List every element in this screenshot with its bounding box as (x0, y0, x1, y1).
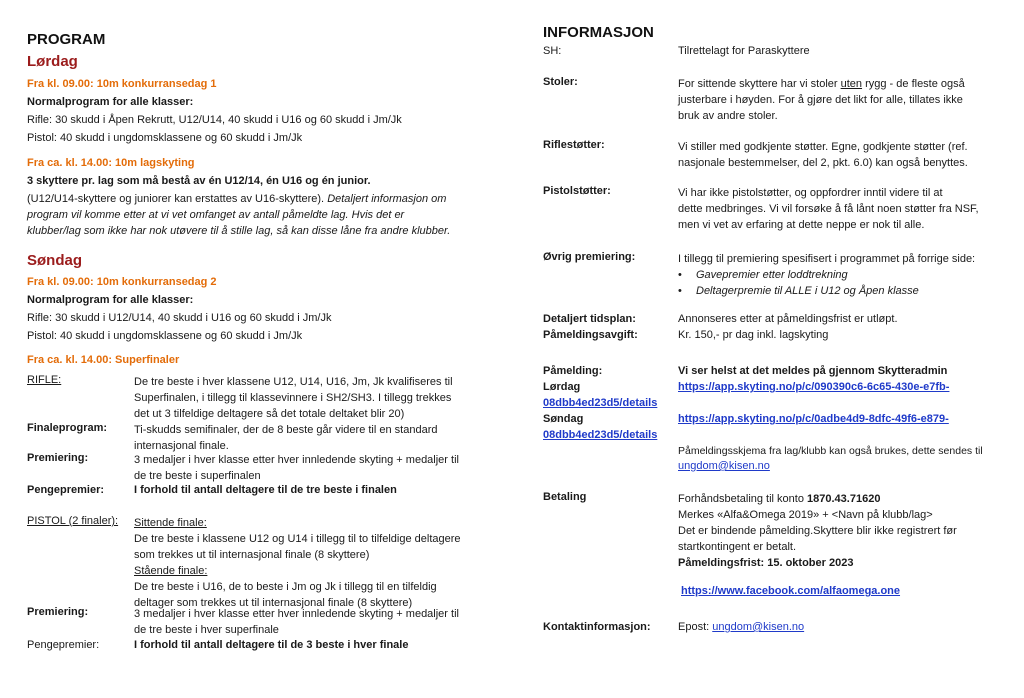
sondag-label: Søndag (543, 413, 584, 425)
sh-label: SH: (543, 45, 562, 57)
saturday-heading: Lørdag (27, 53, 78, 70)
standing-final-line: deltager som trekkes ut til internasjonal finale (8 skyttere) (134, 597, 413, 609)
kontakt-label: Kontaktinformasjon: (543, 621, 651, 633)
premiering2-line: 3 medaljer i hver klasse etter hver innledende skyting + medaljer til (134, 608, 459, 620)
stoler-line: justerbare i høyden. For å gjøre det likt for alle, tillates ikke (678, 94, 963, 106)
pistolstotter-line: Vi har ikke pistolstøtter, og oppfordrer inntil videre til at (678, 187, 943, 199)
info-title: INFORMASJON (543, 24, 654, 41)
tidsplan-label: Detaljert tidsplan: (543, 313, 636, 325)
ovrig-premiering-intro: I tillegg til premiering spesifisert i programmet på forrige side: (678, 253, 976, 265)
rifle-final-line: De tre beste i hver klassene U12, U14, U16, Jm, Jk kvalifiseres til (134, 376, 453, 388)
premiering2-line: de tre beste i hver superfinale (134, 624, 279, 636)
finaleprogram-label: Finaleprogram: (27, 422, 108, 434)
saturday-slot2-line2: program vil komme etter at vi vet omfanget av antall påmeldte lag. Hvis det er (27, 209, 405, 221)
sitting-final-line: De tre beste i klassene U12 og U14 i tillegg til to tilfeldige deltagere (134, 533, 461, 545)
saturday-pistol-text: Pistol: 40 skudd i ungdomsklassene og 60 skudd i Jm/Jk (27, 132, 303, 144)
facebook-link[interactable]: https://www.facebook.com/alfaomega.one (681, 585, 901, 597)
sunday-heading: Søndag (27, 252, 82, 269)
betaling-label: Betaling (543, 491, 587, 503)
pengepremier-label: Pengepremier: (27, 484, 105, 496)
riflestotter-line: nasjonale bestemmelser, del 2, pkt. 6.0) kan også benyttes. (678, 157, 968, 169)
ovrig-bullet-text: Deltagerpremie til ALLE i U12 og Åpen klasse (696, 285, 919, 297)
finaleprogram-text (134, 422, 437, 454)
saturday-slot2-time: Fra ca. kl. 14.00: 10m lagskyting (27, 157, 195, 169)
saturday-slot2-line1 (27, 193, 446, 205)
stoler-line-uten: uten (840, 78, 863, 90)
program-title: PROGRAM (27, 31, 106, 48)
riflestotter-text (678, 139, 968, 171)
ovrig-bullet-item (678, 283, 975, 299)
sondag-registration-link-cont[interactable]: 08dbb4ed23d5/details (543, 429, 658, 441)
betaling-line: Merkes «Alfa&Omega 2019» + <Navn på klubb/lag> (678, 509, 933, 521)
sunday-rifle-text: Rifle: 30 skudd i U12/U14, 40 skudd i U16 og 60 skudd i Jm/Jk (27, 312, 332, 324)
sunday-slot2-time: Fra ca. kl. 14.00: Superfinaler (27, 354, 180, 366)
skjema-email-link[interactable]: ungdom@kisen.no (678, 460, 770, 472)
pistolstotter-label: Pistolstøtter: (543, 185, 611, 197)
pamelding-frist: Påmeldingsfrist: 15. oktober 2023 (678, 557, 854, 569)
tidsplan-text: Annonseres etter at påmeldingsfrist er utløpt. (678, 313, 898, 325)
riflestotter-label: Riflestøtter: (543, 139, 605, 151)
rifle-final-text (134, 374, 453, 422)
sitting-final-line: som trekkes ut til internasjonal finale (8 skyttere) (134, 549, 370, 561)
betaling-line (678, 491, 957, 507)
premiering-line: 3 medaljer i hver klasse etter hver innledende skyting + medaljer til (134, 454, 459, 466)
kontakt-email-link[interactable]: ungdom@kisen.no (712, 621, 805, 633)
pistolstotter-text (678, 185, 979, 233)
betaling-account: 1870.43.71620 (807, 493, 881, 505)
avgift-label: Påmeldingsavgift: (543, 329, 638, 341)
pistol-final-label: PISTOL (2 finaler): (27, 515, 119, 527)
sondag-registration-link[interactable]: https://app.skyting.no/p/c/0adbe4d9-8dfc-49f6-e879- (678, 413, 949, 425)
saturday-slot2-line3: klubber/lag som ikke har nok utøvere til å stille lag, så kan disse låne fra andre klubber. (27, 225, 451, 237)
pengepremier2-label: Pengepremier: (27, 639, 100, 651)
finaleprogram-line: internasjonal finale. (134, 440, 229, 452)
pamelding-label: Påmelding: (543, 365, 603, 377)
pistol-final-text (134, 515, 461, 611)
betaling-line: Det er bindende påmelding.Skyttere blir ikke registrert før (678, 525, 957, 537)
ovrig-bullet-text: Gavepremier etter loddtrekning (696, 269, 848, 281)
bullet-icon: • (678, 285, 682, 297)
premiering2-label: Premiering: (27, 606, 89, 618)
standing-final-line: De tre beste i U16, de to beste i Jm og Jk i tillegg til en tilfeldig (134, 581, 437, 593)
ovrig-bullet-item (678, 267, 975, 283)
betaling-text (678, 491, 957, 571)
saturday-slot1-time: Fra kl. 09.00: 10m konkurransedag 1 (27, 78, 217, 90)
premiering2-text (134, 606, 459, 638)
rifle-final-line: Superfinalen, i tillegg til klassevinnere i SH2/SH3. I tillegg trekkes (134, 392, 452, 404)
premiering-label: Premiering: (27, 452, 89, 464)
saturday-slot2-heading: 3 skyttere pr. lag som må bestå av én U12/14, én U16 og én junior. (27, 175, 371, 187)
ovrig-premiering-text (678, 251, 975, 299)
sunday-slot1-time: Fra kl. 09.00: 10m konkurransedag 2 (27, 276, 217, 288)
bullet-icon: • (678, 269, 682, 281)
pamelding-heading: Vi ser helst at det meldes på gjennom Skytteradmin (678, 365, 948, 377)
avgift-text: Kr. 150,- pr dag inkl. lagskyting (678, 329, 829, 341)
stoler-line (678, 76, 965, 92)
premiering-line: de tre beste i superfinalen (134, 470, 261, 482)
riflestotter-line: Vi stiller med godkjente støtter. Egne, godkjente støtter (ref. (678, 141, 968, 153)
saturday-slot1-heading: Normalprogram for alle klasser: (27, 96, 194, 108)
sitting-final-heading: Sittende finale: (134, 517, 207, 529)
kontakt-prefix: Epost: (678, 621, 713, 633)
kontakt-text (678, 621, 804, 633)
rifle-final-label: RIFLE: (27, 374, 62, 386)
lordag-registration-link-cont[interactable]: 08dbb4ed23d5/details (543, 397, 658, 409)
lordag-registration-link[interactable]: https://app.skyting.no/p/c/090390c6-6c65-430e-e7fb- (678, 381, 950, 393)
betaling-line-a: Forhåndsbetaling til konto (678, 493, 808, 505)
saturday-rifle-text: Rifle: 30 skudd i Åpen Rekrutt, U12/U14, 40 skudd i U16 og 60 skudd i Jm/Jk (27, 114, 402, 126)
sunday-slot1-heading: Normalprogram for alle klasser: (27, 294, 194, 306)
pistolstotter-line: dette medbringes. Vi vil forsøke å få lånt noen støtter fra NSF, (678, 203, 979, 215)
rifle-final-line: det ut 3 tilfeldige deltagere så det totale deltaket blir 20) (134, 408, 405, 420)
ovrig-premiering-label: Øvrig premiering: (543, 251, 636, 263)
stoler-label: Stoler: (543, 76, 578, 88)
stoler-text (678, 76, 965, 124)
skjema-text: Påmeldingsskjema fra lag/klubb kan også brukes, dette sendes til (678, 445, 983, 457)
standing-final-heading: Stående finale: (134, 565, 208, 577)
saturday-slot2-line1-plain: (U12/U14-skyttere og juniorer kan erstattes av U16-skyttere). (27, 193, 328, 205)
pengepremier2-text: I forhold til antall deltagere til de 3 beste i hver finale (134, 639, 409, 651)
saturday-slot2-line1-italic: Detaljert informasjon om (327, 193, 447, 205)
pengepremier-text: I forhold til antall deltagere til de tre beste i finalen (134, 484, 397, 496)
stoler-line-b: rygg - de fleste også (862, 78, 965, 90)
betaling-line: startkontingent er betalt. (678, 541, 797, 553)
finaleprogram-line: Ti-skudds semifinaler, der de 8 beste går videre til en standard (134, 424, 438, 436)
sh-text: Tilrettelagt for Paraskyttere (678, 45, 810, 57)
lordag-label: Lørdag (543, 381, 581, 393)
stoler-line: bruk av andre stoler. (678, 110, 778, 122)
stoler-line-a: For sittende skyttere har vi stoler (678, 78, 841, 90)
sunday-pistol-text: Pistol: 40 skudd i ungdomsklassene og 60 skudd i Jm/Jk (27, 330, 303, 342)
premiering-text (134, 452, 459, 484)
pistolstotter-line: men vi vet av erfaring at dette neppe er nok til alle. (678, 219, 925, 231)
